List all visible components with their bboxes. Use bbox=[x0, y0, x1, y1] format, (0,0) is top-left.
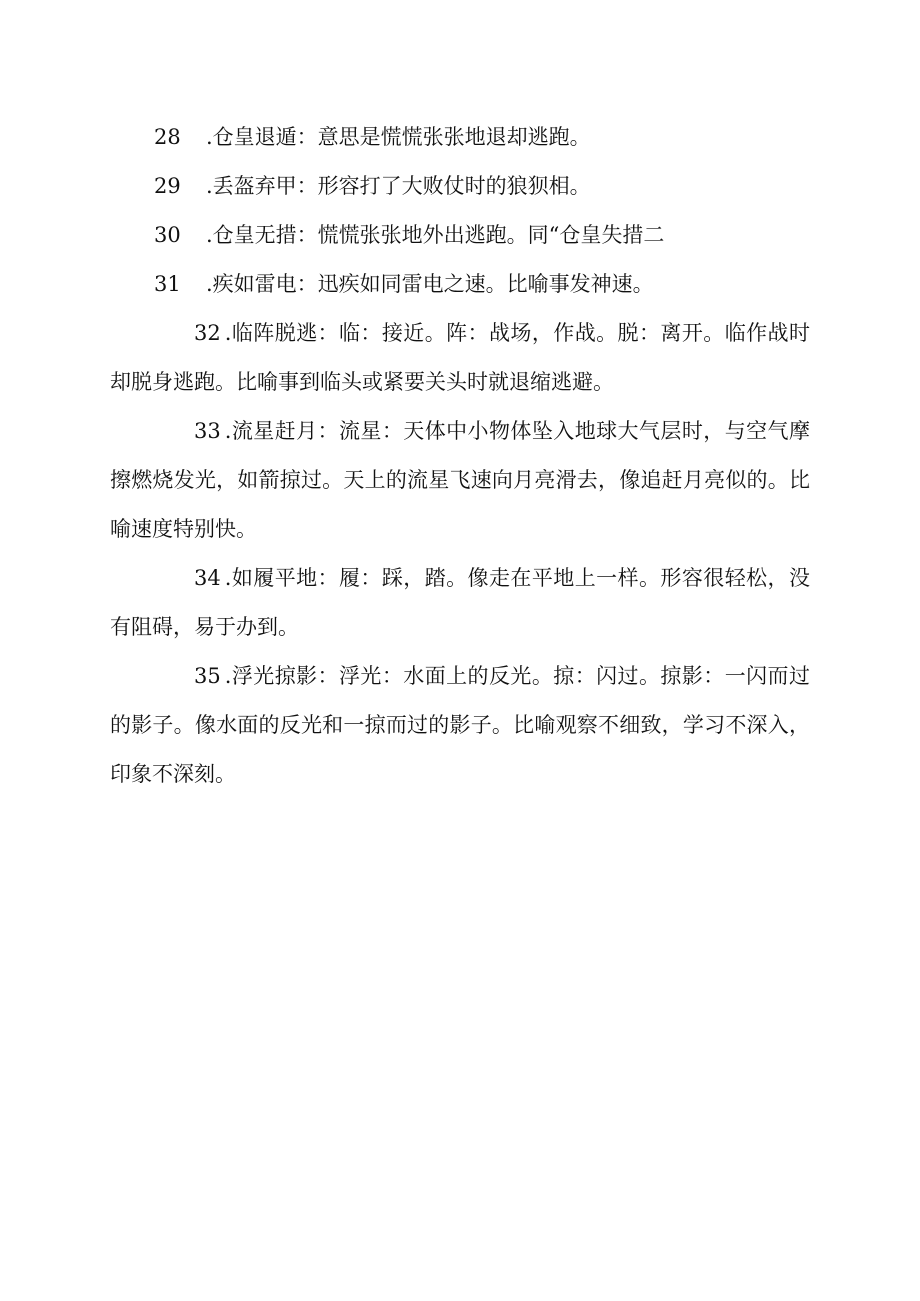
item-number: 28 bbox=[154, 125, 181, 149]
list-item bbox=[110, 211, 810, 260]
list-item bbox=[110, 554, 810, 652]
list-item bbox=[110, 652, 810, 799]
item-text: .仓皇退遁：意思是慌慌张张地退却逃跑。 bbox=[206, 125, 591, 149]
item-text: .浮光掠影：浮光：水面上的反光。掠：闪过。掠影：一闪而过的影子。像水面的反光和一掠而过的影子。比喻观察不细致，学习不深入，印象不深刻。 bbox=[110, 664, 810, 786]
item-number: 31 bbox=[154, 272, 181, 296]
item-text: .临阵脱逃：临：接近。阵：战场，作战。脱：离开。临作战时却脱身逃跑。比喻事到临头或紧要关头时就退缩逃避。 bbox=[110, 321, 810, 394]
item-text: .疾如雷电：迅疾如同雷电之速。比喻事发神速。 bbox=[206, 272, 654, 296]
item-number: 33 bbox=[194, 419, 221, 443]
item-number: 32 bbox=[194, 321, 221, 345]
list-item bbox=[110, 260, 810, 309]
idiom-list bbox=[110, 113, 810, 799]
item-number: 34 bbox=[194, 566, 221, 590]
list-item bbox=[110, 309, 810, 407]
list-item bbox=[110, 162, 810, 211]
item-text: .如履平地：履：踩，踏。像走在平地上一样。形容很轻松，没有阻碍，易于办到。 bbox=[110, 566, 810, 639]
item-number: 35 bbox=[194, 664, 221, 688]
item-text: .丢盔弃甲：形容打了大败仗时的狼狈相。 bbox=[206, 174, 591, 198]
item-number: 29 bbox=[154, 174, 181, 198]
list-item bbox=[110, 407, 810, 554]
list-item bbox=[110, 113, 810, 162]
item-text: .流星赶月：流星：天体中小物体坠入地球大气层时，与空气摩擦燃烧发光，如箭掠过。天上的流星飞速向月亮滑去，像追赶月亮似的。比喻速度特别快。 bbox=[110, 419, 810, 541]
item-text: .仓皇无措：慌慌张张地外出逃跑。同“仓皇失措二 bbox=[206, 223, 665, 247]
item-number: 30 bbox=[154, 223, 181, 247]
